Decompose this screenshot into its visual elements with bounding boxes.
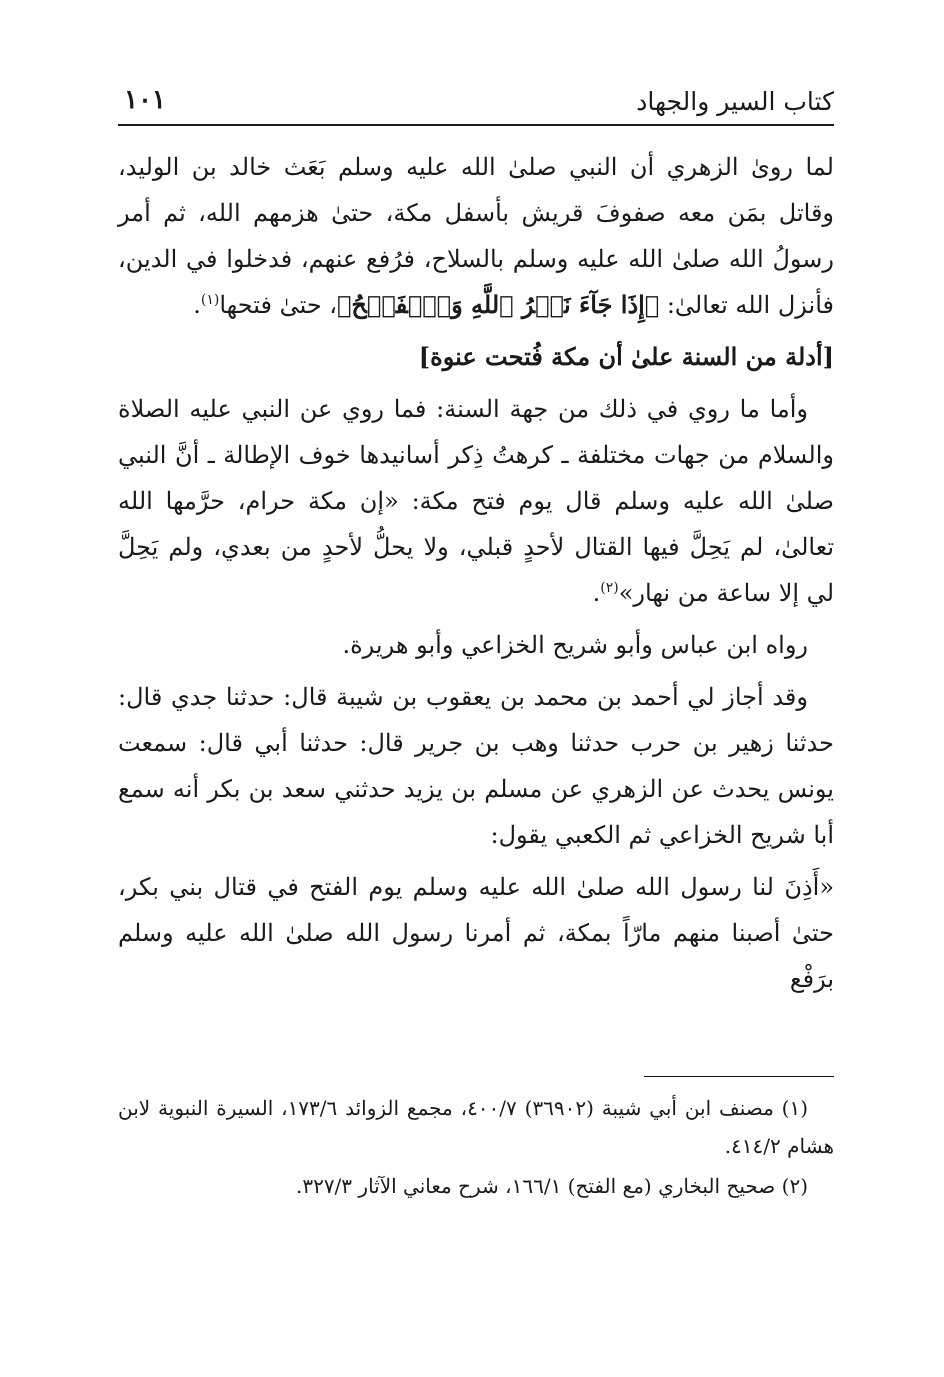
footnotes	[118, 1076, 834, 1207]
footnote-reference-2[interactable]: (٢)	[600, 580, 619, 596]
paragraph-conquest-account	[118, 144, 834, 328]
page	[118, 80, 834, 1008]
paragraph-text-continued: ، حتىٰ فتحها	[219, 291, 338, 319]
footnote-2: (٢) صحيح البخاري (مع الفتح) ١٦٦/١، شرح معاني الآثار ٣٢٧/٣.	[295, 1174, 808, 1198]
footnote-1: (١) مصنف ابن أبي شيبة (٣٦٩٠٢) ٤٠٠/٧، مجمع الزوائد ١٧٣/٦، السيرة النبوية لابن هشام ٤١٤/٢.	[118, 1096, 834, 1158]
running-header	[118, 80, 834, 126]
quran-verse: ﴿إِذَا جَآءَ نَصۡرُ ٱللَّهِ وَٱلۡفَتۡحُ﴾	[337, 290, 660, 319]
running-title: كتاب السير والجهاد	[636, 87, 834, 116]
body-text	[118, 144, 834, 1002]
paragraph-end: .	[592, 579, 601, 607]
paragraph-isnad: وقد أجاز لي أحمد بن محمد بن يعقوب بن شيبة قال: حدثنا جدي قال: حدثنا زهير بن حرب حدثنا وهب بن جرير قال: حدثنا أبي قال: سمعت يونس يحدث عن الزهري عن مسلم بن يزيد حدثني سعد بن بكر أنه سمع أبا شريح الخزاعي ثم الكعبي يقول:	[118, 683, 834, 849]
paragraph-end: .	[193, 291, 201, 319]
paragraph-text: وأما ما روي في ذلك من جهة السنة: فما روي عن النبي عليه الصلاة والسلام من جهات مختلفة ـ كرهتُ ذِكر أسانيدها خوف الإطالة ـ أنَّ النبي صلىٰ الله عليه وسلم قال يوم فتح مكة: «إن مكة حرام، حرَّمها الله تعالىٰ، لم يَحِلَّ فيها القتال لأحدٍ قبلي، ولا يحلُّ لأحدٍ من بعدي، ولم يَحِلَّ لي إلا ساعة من نهار»	[118, 395, 835, 607]
paragraph-narrators: رواه ابن عباس وأبو شريح الخزاعي وأبو هريرة.	[342, 631, 808, 659]
page-number: ١٠١	[124, 85, 166, 115]
paragraph-hadith-quote: «أَذِنَ لنا رسول الله صلىٰ الله عليه وسلم يوم الفتح في قتال بني بكر، حتىٰ أصبنا منهم مارّاً بمكة، ثم أمرنا رسول الله صلىٰ الله عليه وسلم برَفْع	[118, 873, 834, 993]
paragraph-text: لما روىٰ الزهري أن النبي صلىٰ الله عليه وسلم بَعَث خالد بن الوليد، وقاتل بمَن معه صفوفَ قريش بأسفل مكة، حتىٰ هزمهم الله، ثم أمر رسولُ الله صلىٰ الله عليه وسلم بالسلاح، فرُفع عنهم، فدخلوا في الدين، فأنزل الله تعالىٰ:	[118, 153, 834, 319]
footnote-divider	[644, 1076, 834, 1077]
footnote-reference-1[interactable]: (١)	[200, 292, 220, 308]
paragraph-sunnah-evidence	[118, 386, 834, 616]
section-heading: [أدلة من السنة علىٰ أن مكة فُتحت عنوة]	[418, 342, 834, 371]
